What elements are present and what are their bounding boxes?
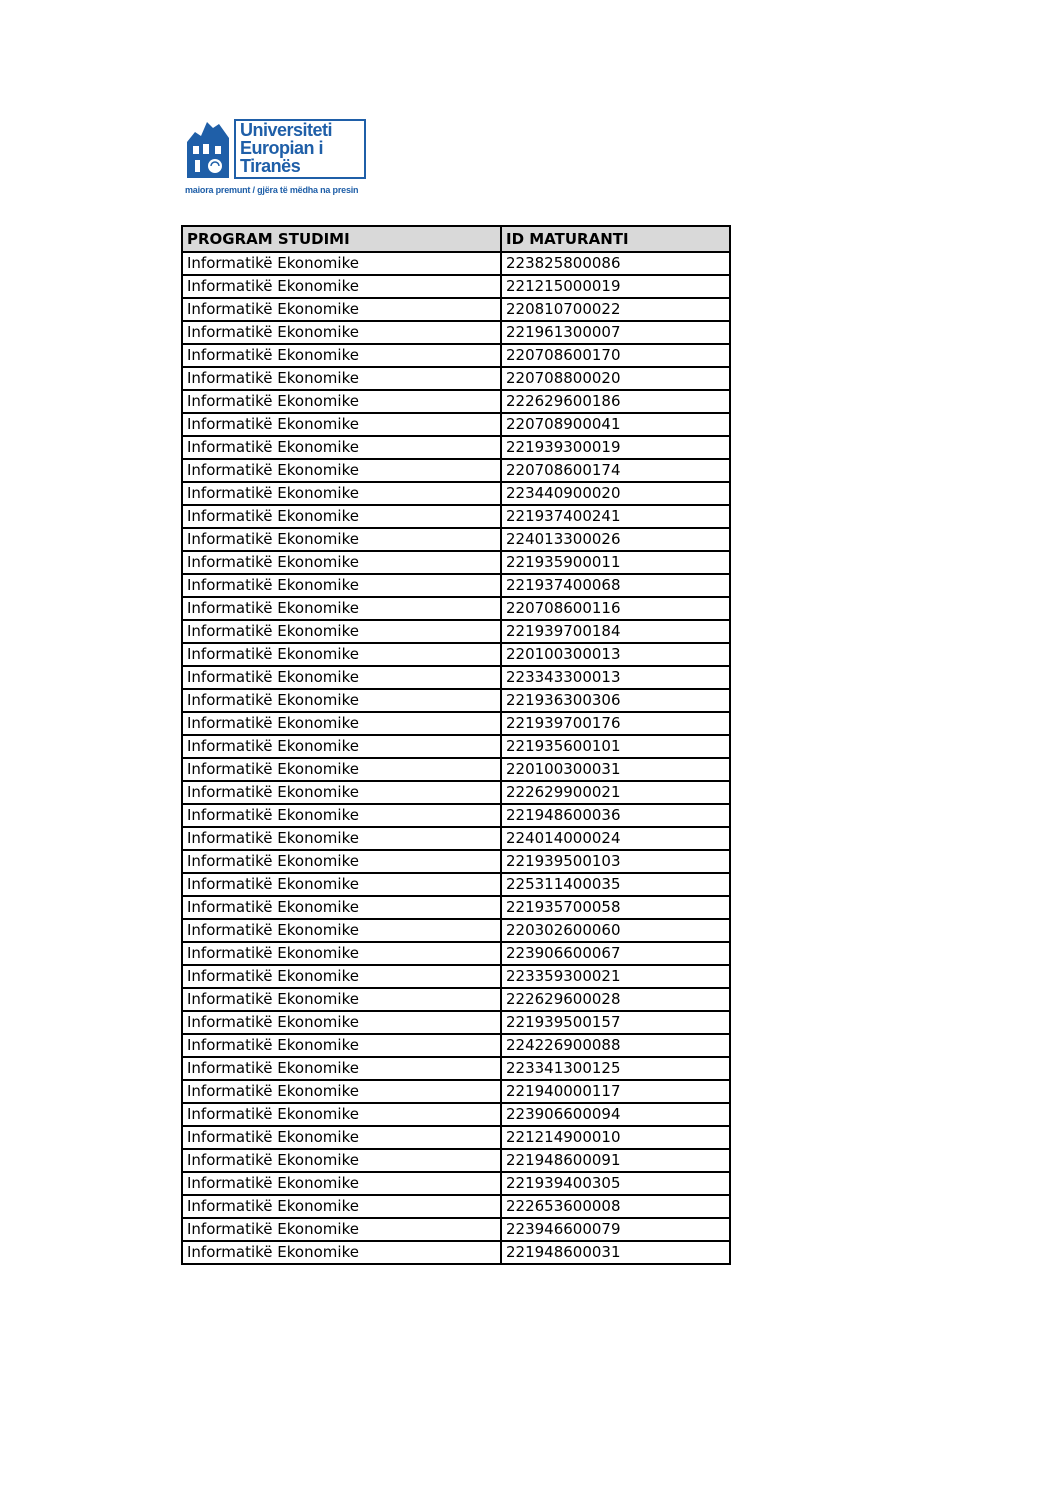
table-row	[182, 321, 730, 344]
program-cell: Informatikë Ekonomike	[182, 1195, 501, 1218]
table-row	[182, 1034, 730, 1057]
admissions-table	[181, 225, 731, 1265]
program-cell: Informatikë Ekonomike	[182, 344, 501, 367]
table-row	[182, 413, 730, 436]
id-cell: 221935600101	[501, 735, 730, 758]
table-row	[182, 436, 730, 459]
logo-text-line-1: Universiteti	[240, 120, 333, 140]
table-row	[182, 252, 730, 275]
table-row	[182, 620, 730, 643]
program-cell: Informatikë Ekonomike	[182, 1172, 501, 1195]
table-row	[182, 275, 730, 298]
program-cell: Informatikë Ekonomike	[182, 1080, 501, 1103]
program-cell: Informatikë Ekonomike	[182, 597, 501, 620]
table-row	[182, 988, 730, 1011]
program-cell: Informatikë Ekonomike	[182, 298, 501, 321]
table-row	[182, 666, 730, 689]
table-row	[182, 597, 730, 620]
id-cell: 221939400305	[501, 1172, 730, 1195]
table-row	[182, 551, 730, 574]
table-row	[182, 1172, 730, 1195]
id-cell: 224013300026	[501, 528, 730, 551]
table-row	[182, 390, 730, 413]
id-cell: 220708900041	[501, 413, 730, 436]
id-cell: 223906600094	[501, 1103, 730, 1126]
id-cell: 221935900011	[501, 551, 730, 574]
table-row	[182, 1103, 730, 1126]
table-row	[182, 482, 730, 505]
id-cell: 221939500157	[501, 1011, 730, 1034]
program-cell: Informatikë Ekonomike	[182, 666, 501, 689]
program-cell: Informatikë Ekonomike	[182, 850, 501, 873]
program-cell: Informatikë Ekonomike	[182, 1103, 501, 1126]
id-cell: 223341300125	[501, 1057, 730, 1080]
program-cell: Informatikë Ekonomike	[182, 551, 501, 574]
program-cell: Informatikë Ekonomike	[182, 1011, 501, 1034]
table-row	[182, 1149, 730, 1172]
logo-tagline: maiora premunt / gjëra të mëdha na presin	[185, 185, 359, 195]
table-row	[182, 1126, 730, 1149]
program-cell: Informatikë Ekonomike	[182, 804, 501, 827]
id-cell: 222653600008	[501, 1195, 730, 1218]
id-cell: 220100300031	[501, 758, 730, 781]
table-body	[182, 252, 730, 1264]
id-cell: 221935700058	[501, 896, 730, 919]
table-row	[182, 574, 730, 597]
id-cell: 221936300306	[501, 689, 730, 712]
program-cell: Informatikë Ekonomike	[182, 1218, 501, 1241]
id-cell: 221939500103	[501, 850, 730, 873]
table-row	[182, 896, 730, 919]
program-cell: Informatikë Ekonomike	[182, 482, 501, 505]
table-row	[182, 1218, 730, 1241]
id-cell: 221214900010	[501, 1126, 730, 1149]
program-cell: Informatikë Ekonomike	[182, 643, 501, 666]
program-cell: Informatikë Ekonomike	[182, 827, 501, 850]
table-row	[182, 1080, 730, 1103]
column-header-program: PROGRAM STUDIMI	[182, 226, 501, 252]
program-cell: Informatikë Ekonomike	[182, 390, 501, 413]
id-cell: 220708600116	[501, 597, 730, 620]
id-cell: 223946600079	[501, 1218, 730, 1241]
program-cell: Informatikë Ekonomike	[182, 988, 501, 1011]
program-cell: Informatikë Ekonomike	[182, 1034, 501, 1057]
program-cell: Informatikë Ekonomike	[182, 505, 501, 528]
id-cell: 223343300013	[501, 666, 730, 689]
id-cell: 220708600174	[501, 459, 730, 482]
table-row	[182, 965, 730, 988]
program-cell: Informatikë Ekonomike	[182, 1149, 501, 1172]
table-row	[182, 781, 730, 804]
id-cell: 221939300019	[501, 436, 730, 459]
id-cell: 223906600067	[501, 942, 730, 965]
id-cell: 220708600170	[501, 344, 730, 367]
table-row	[182, 1241, 730, 1264]
id-cell: 224014000024	[501, 827, 730, 850]
id-cell: 221937400241	[501, 505, 730, 528]
program-cell: Informatikë Ekonomike	[182, 413, 501, 436]
table-row	[182, 1011, 730, 1034]
id-cell: 220810700022	[501, 298, 730, 321]
logo-text-line-2: Europian i	[240, 138, 324, 158]
table-row	[182, 298, 730, 321]
table-header-row	[182, 226, 730, 252]
table-row	[182, 873, 730, 896]
table-row	[182, 643, 730, 666]
table-row	[182, 367, 730, 390]
program-cell: Informatikë Ekonomike	[182, 758, 501, 781]
program-cell: Informatikë Ekonomike	[182, 712, 501, 735]
table-row	[182, 758, 730, 781]
program-cell: Informatikë Ekonomike	[182, 620, 501, 643]
program-cell: Informatikë Ekonomike	[182, 689, 501, 712]
program-cell: Informatikë Ekonomike	[182, 896, 501, 919]
table-row	[182, 1057, 730, 1080]
table-row	[182, 1195, 730, 1218]
program-cell: Informatikë Ekonomike	[182, 942, 501, 965]
program-cell: Informatikë Ekonomike	[182, 1126, 501, 1149]
program-cell: Informatikë Ekonomike	[182, 781, 501, 804]
program-cell: Informatikë Ekonomike	[182, 459, 501, 482]
id-cell: 221961300007	[501, 321, 730, 344]
program-cell: Informatikë Ekonomike	[182, 1241, 501, 1264]
table-row	[182, 850, 730, 873]
table-row	[182, 942, 730, 965]
table-row	[182, 827, 730, 850]
id-cell: 220100300013	[501, 643, 730, 666]
table-row	[182, 919, 730, 942]
id-cell: 223440900020	[501, 482, 730, 505]
id-cell: 221939700184	[501, 620, 730, 643]
table-row	[182, 735, 730, 758]
id-cell: 223825800086	[501, 252, 730, 275]
program-cell: Informatikë Ekonomike	[182, 252, 501, 275]
program-cell: Informatikë Ekonomike	[182, 735, 501, 758]
column-header-id: ID MATURANTI	[501, 226, 730, 252]
id-cell: 221948600036	[501, 804, 730, 827]
program-cell: Informatikë Ekonomike	[182, 528, 501, 551]
program-cell: Informatikë Ekonomike	[182, 436, 501, 459]
id-cell: 221937400068	[501, 574, 730, 597]
table-row	[182, 459, 730, 482]
id-cell: 222629600186	[501, 390, 730, 413]
program-cell: Informatikë Ekonomike	[182, 321, 501, 344]
table-row	[182, 712, 730, 735]
id-cell: 220708800020	[501, 367, 730, 390]
program-cell: Informatikë Ekonomike	[182, 965, 501, 988]
program-cell: Informatikë Ekonomike	[182, 574, 501, 597]
id-cell: 223359300021	[501, 965, 730, 988]
table-row	[182, 689, 730, 712]
table-row	[182, 344, 730, 367]
table-row	[182, 804, 730, 827]
id-cell: 220302600060	[501, 919, 730, 942]
id-cell: 221939700176	[501, 712, 730, 735]
building-emblem-icon	[185, 118, 231, 180]
id-cell: 221215000019	[501, 275, 730, 298]
program-cell: Informatikë Ekonomike	[182, 919, 501, 942]
table-row	[182, 528, 730, 551]
university-logo	[185, 118, 371, 200]
id-cell: 221940000117	[501, 1080, 730, 1103]
logo-text-line-3: Tiranës	[240, 156, 301, 176]
program-cell: Informatikë Ekonomike	[182, 367, 501, 390]
program-cell: Informatikë Ekonomike	[182, 275, 501, 298]
program-cell: Informatikë Ekonomike	[182, 1057, 501, 1080]
id-cell: 225311400035	[501, 873, 730, 896]
program-cell: Informatikë Ekonomike	[182, 873, 501, 896]
table-row	[182, 505, 730, 528]
id-cell: 221948600031	[501, 1241, 730, 1264]
id-cell: 221948600091	[501, 1149, 730, 1172]
id-cell: 224226900088	[501, 1034, 730, 1057]
id-cell: 222629900021	[501, 781, 730, 804]
id-cell: 222629600028	[501, 988, 730, 1011]
